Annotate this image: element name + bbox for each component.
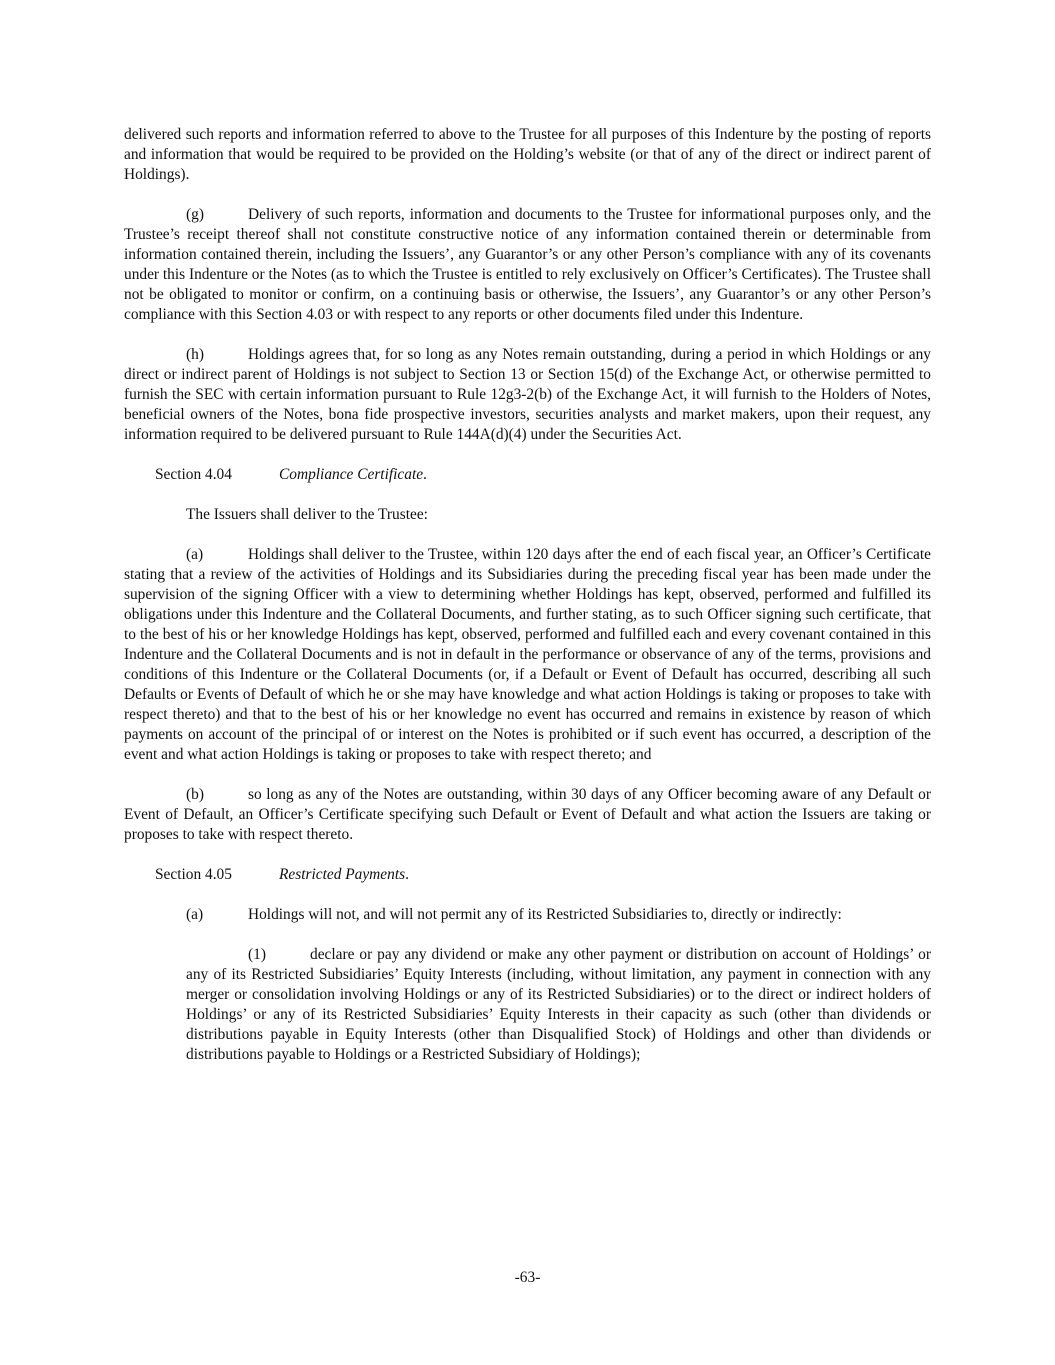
document-page xyxy=(124,125,931,1085)
section-4-05-title: Restricted Payments xyxy=(279,866,406,883)
paragraph-h-text: Holdings agrees that, for so long as any Notes remain outstanding, during a period in which Holdings or any direct or indirect parent of Holdings is not subject to Section 13 or Section 15(d) of the Exchange Act, or otherwise permitted to furnish the SEC with certain information pursuant to Rule 12g3-2(b) of the Exchange Act, it will furnish to the Holders of Notes, beneficial owners of the Notes, bona fide prospective investors, securities analysts and market makers, upon their request, any information required to be delivered pursuant to Rule 144A(d)(4) under the Securities Act. xyxy=(124,346,931,443)
section-4-05-a-1-text: declare or pay any dividend or make any other payment or distribution on account of Holdings’ or any of its Restricted Subsidiaries’ Equity Interests (including, without limitation, any payment in connection with any merger or consolidation involving Holdings or any of its Restricted Subsidiaries) or to the direct or indirect holders of Holdings’ or any of its Restricted Subsidiaries’ Equity Interests in their capacity as such (other than dividends or distributions payable in Equity Interests (other than Disqualified Stock) of Holdings and other than dividends or distributions payable to Holdings or a Restricted Subsidiary of Holdings); xyxy=(186,946,931,1063)
section-4-05-a xyxy=(186,905,931,925)
section-4-04-b-text: so long as any of the Notes are outstanding, within 30 days of any Officer becoming aware of any Default or Event of Default, an Officer’s Certificate specifying such Default or Event of Default and what action the Issuers are taking or proposes to take with respect thereto. xyxy=(124,786,931,843)
paragraph-g-label: (g) xyxy=(186,206,204,223)
paragraph-h-label: (h) xyxy=(186,346,204,363)
section-4-04-b-label: (b) xyxy=(186,786,204,803)
section-4-05-heading: Section 4.05 Restricted Payments. xyxy=(155,866,409,883)
paragraph-intro: delivered such reports and information referred to above to the Trustee for all purposes of this Indenture by the posting of reports and information that would be required to be provided on the Holding’s website (or that of any of the direct or indirect parent of Holdings). xyxy=(124,126,931,183)
section-4-05-a-1-label: (1) xyxy=(248,946,266,963)
section-4-04-intro: The Issuers shall deliver to the Trustee: xyxy=(186,506,428,523)
section-4-04-b xyxy=(124,785,931,845)
section-4-04-title: Compliance Certificate xyxy=(279,466,424,483)
section-4-04-a-label: (a) xyxy=(186,546,204,563)
section-4-04-a xyxy=(124,545,931,765)
paragraph-h xyxy=(124,345,931,445)
section-4-04-a-text: Holdings shall deliver to the Trustee, within 120 days after the end of each fiscal year, an Officer’s Certificate stating that a review of the activities of Holdings and its Subsidiaries during the preceding fiscal year has been made under the supervision of the signing Officer with a view to determining whether Holdings has kept, observed, performed and fulfilled its obligations under this Indenture and the Collateral Documents, and further stating, as to such Officer signing such certificate, that to the best of his or her knowledge Holdings has kept, observed, performed and fulfilled each and every covenant contained in this Indenture and the Collateral Documents and is not in default in the performance or observance of any of the terms, provisions and conditions of this Indenture or the Collateral Documents (or, if a Default or Event of Default has occurred, describing all such Defaults or Events of Default of which he or she may have knowledge and what action Holdings is taking or proposes to take with respect thereto) and that to the best of his or her knowledge no event has occurred and remains in existence by reason of which payments on account of the principal of or interest on the Notes is prohibited or if such event has occurred, a description of the event and what action Holdings is taking or proposes to take with respect thereto; and xyxy=(124,546,931,763)
section-4-04-number: Section 4.04 xyxy=(155,466,232,483)
section-4-05-a-1 xyxy=(186,945,931,1065)
paragraph-g xyxy=(124,205,931,325)
section-4-05-a-label: (a) xyxy=(186,906,204,923)
section-4-05-number: Section 4.05 xyxy=(155,866,232,883)
section-4-04-heading: Section 4.04 Compliance Certificate. xyxy=(155,466,427,483)
section-4-05-a-text: Holdings will not, and will not permit any of its Restricted Subsidiaries to, directly or indirectly: xyxy=(248,906,842,923)
paragraph-g-text: Delivery of such reports, information and documents to the Trustee for informational purposes only, and the Trustee’s receipt thereof shall not constitute constructive notice of any information contained therein or determinable from information contained therein, including the Issuers’, any Guarantor’s or any other Person’s compliance with any of its covenants under this Indenture or the Notes (as to which the Trustee is entitled to rely exclusively on Officer’s Certificates). The Trustee shall not be obligated to monitor or confirm, on a continuing basis or otherwise, the Issuers’, any Guarantor’s or any other Person’s compliance with this Section 4.03 or with respect to any reports or other documents filed under this Indenture. xyxy=(124,206,931,323)
page-number: -63- xyxy=(514,1269,541,1286)
